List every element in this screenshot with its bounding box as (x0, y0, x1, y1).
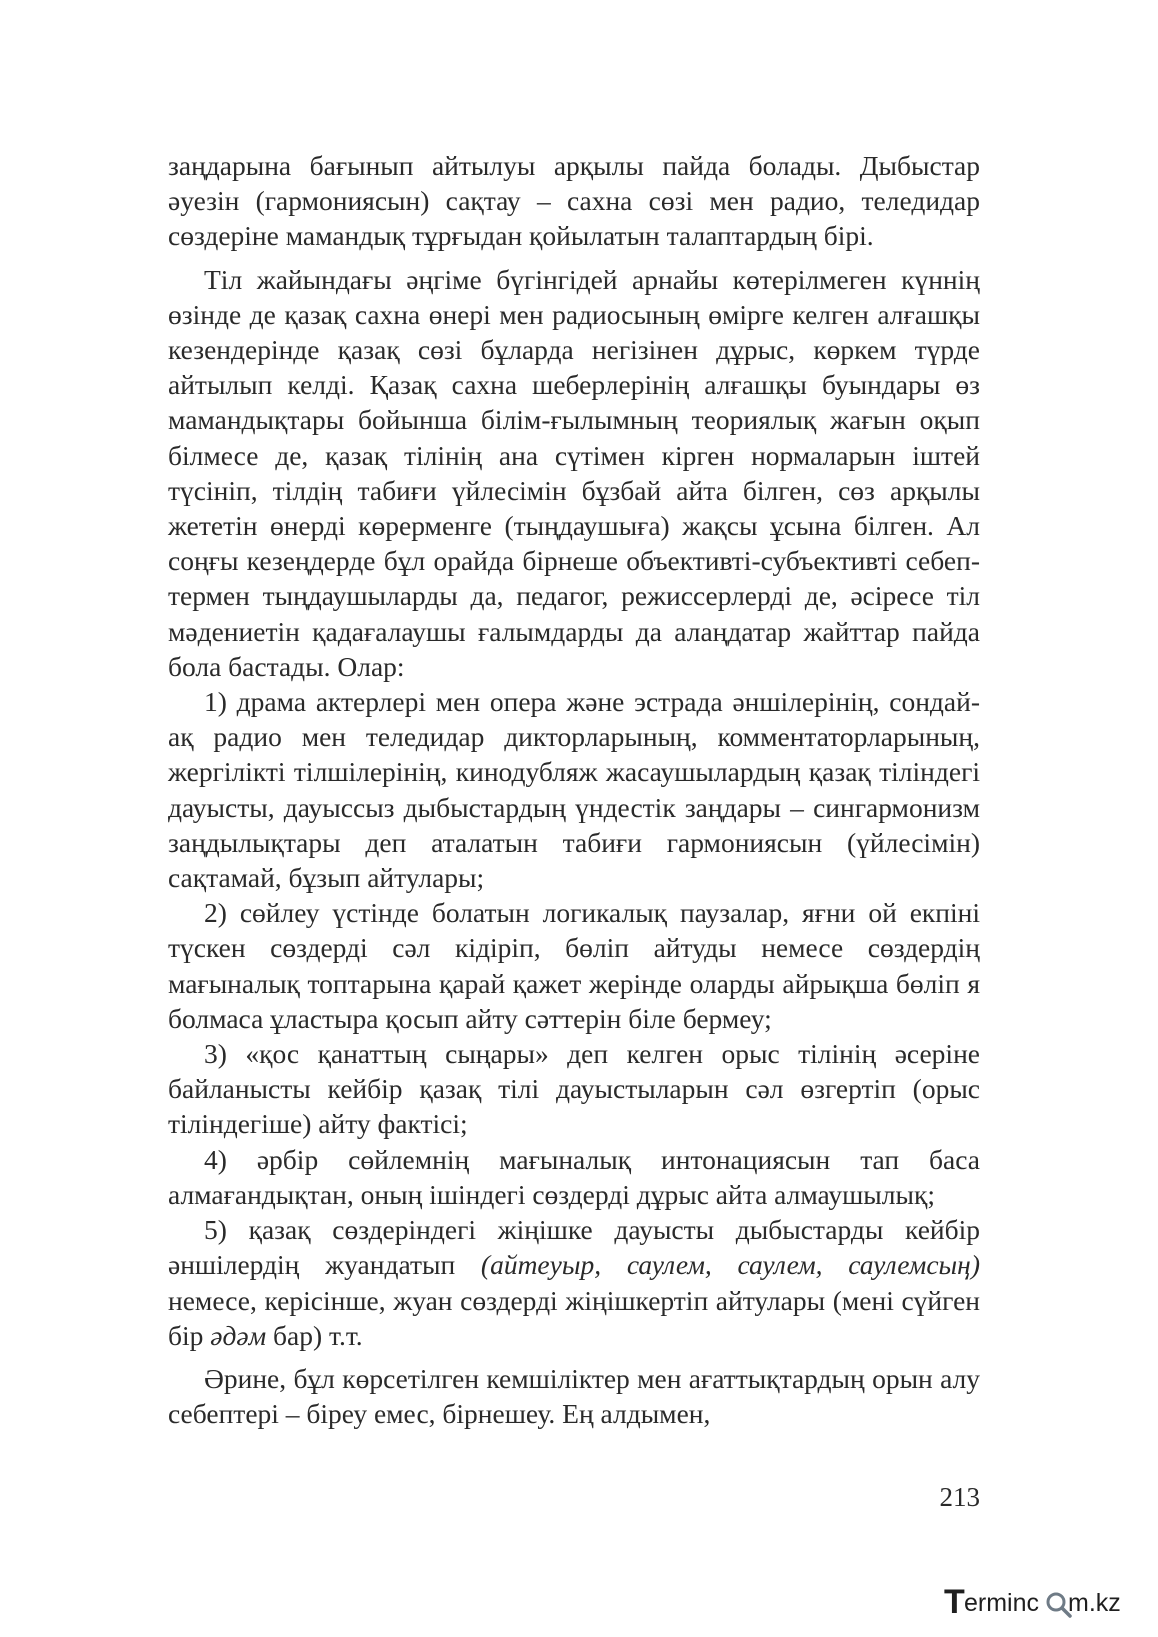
watermark-svg (944, 1580, 1149, 1622)
paragraph-2 (168, 262, 980, 684)
italic-example-words: (айтеуыр, саулем, саулем, саулемсың) (480, 1249, 980, 1281)
text-segment: 1) драма актерлері мен опера және эстрада әншілерінің, сондай-ақ радио мен теледидар дикторларының, комментаторларының, жергілікті тілшілерінің, кинодубляж жасаушылардың қазақ тіліндегі дауысты, дауыссыз дыбыстардың үндестік заңдары – сингармонизм заңдылықтары деп аталатын табиғи гармониясын (үйлесімін) сақтамай, бұзып айтулары; (168, 686, 980, 894)
text-segment: Тіл жайындағы әңгіме бүгінгідей арнайы көтерілмеген күннің өзінде де қазақ сахна өнері мен радиосының өмірге келген алғашқы кезендерінде қазақ сөзі бұларда негізінен дұрыс, көркем түрде айтылып келді. Қазақ сахна шеберлерінің алғашқы буындары өз мамандықтары бойынша білім-ғылымның теориялық жағын оқып білмесе де, қазақ тілінің ана сүтімен кірген нормаларын іштей түсініп, тілдің табиғи үйлесімін бұзбай айта білген, сөз арқылы жететін өнерді көрерменге (тыңдаушыға) жақсы ұсына білген. Ал соңғы кезеңдерде бұл орайда бірнеше объективті-субъективті себептермен тыңдаушыларды да, педагог, режиссерлерді де, әсіресе тіл мәдениетін қадағалаушы ғалымдарды да алаңдатар жайттар пайда бола бастады. Олар: (168, 263, 980, 682)
list-item-5 (168, 1212, 980, 1353)
text-segment: 4) әрбір сөйлемнің мағыналық интонациясын тап баса алмағандықтан, оның ішіндегі сөздерді дұрыс айта алмаушылық; (168, 1143, 980, 1210)
watermark-prefix: T (944, 1583, 965, 1621)
termincom-watermark-logo (944, 1580, 1149, 1622)
list-item-3 (168, 1036, 980, 1142)
page-number: 213 (939, 1482, 980, 1512)
text-segment: 3) «қос қанаттың сыңары» деп келген орыс тілінің әсеріне байланысты кейбір қазақ тілі дауыстыларын сәл өзгертіп (орыс тіліндегіше) айту фактісі; (168, 1038, 980, 1140)
paragraph-final (168, 1361, 980, 1431)
list-item-4 (168, 1142, 980, 1212)
text-segment: немесе, керісінше, жуан сөздерді жіңішкертіп айтулары (мені сүйген бір (168, 1284, 980, 1351)
list-item-2 (168, 895, 980, 1036)
text-segment: бар) т.т. (266, 1319, 363, 1351)
paragraph-1 (168, 148, 980, 254)
watermark-middle: erminc (964, 1589, 1040, 1617)
text-segment: заңдарына бағынып айтылуы арқылы пайда болады. Дыбыстар әуезін (гармониясын) сақтау – сахна сөзі мен радио, теледидар сөздеріне мамандық тұрғыдан қойылатын талаптардың бірі. (168, 150, 980, 252)
list-item-1 (168, 684, 980, 895)
main-text-block (168, 148, 980, 1431)
italic-example-word: әдәм (210, 1319, 267, 1351)
watermark-domain: m.kz (1068, 1589, 1121, 1617)
text-segment: 5) қазақ сөздеріндегі жіңішке дауысты дыбыстарды кейбір әншілердің жуандатып (168, 1214, 980, 1281)
text-segment: Әрине, бұл көрсетілген кемшіліктер мен ағаттықтардың орын алу себептері – біреу емес, бірнешеу. Ең алдымен, (168, 1362, 980, 1430)
text-segment: 2) сөйлеу үстінде болатын логикалық паузалар, яғни ой екпіні түскен сөздерді сәл кідіріп, бөліп айтуды немесе сөздердің мағыналық топтарына қарай қажет жерінде оларды айрықша бөліп я болмаса ұластыра қосып айту сәттерін біле бермеу; (168, 897, 980, 1034)
magnifier-o-icon (1048, 1594, 1070, 1616)
